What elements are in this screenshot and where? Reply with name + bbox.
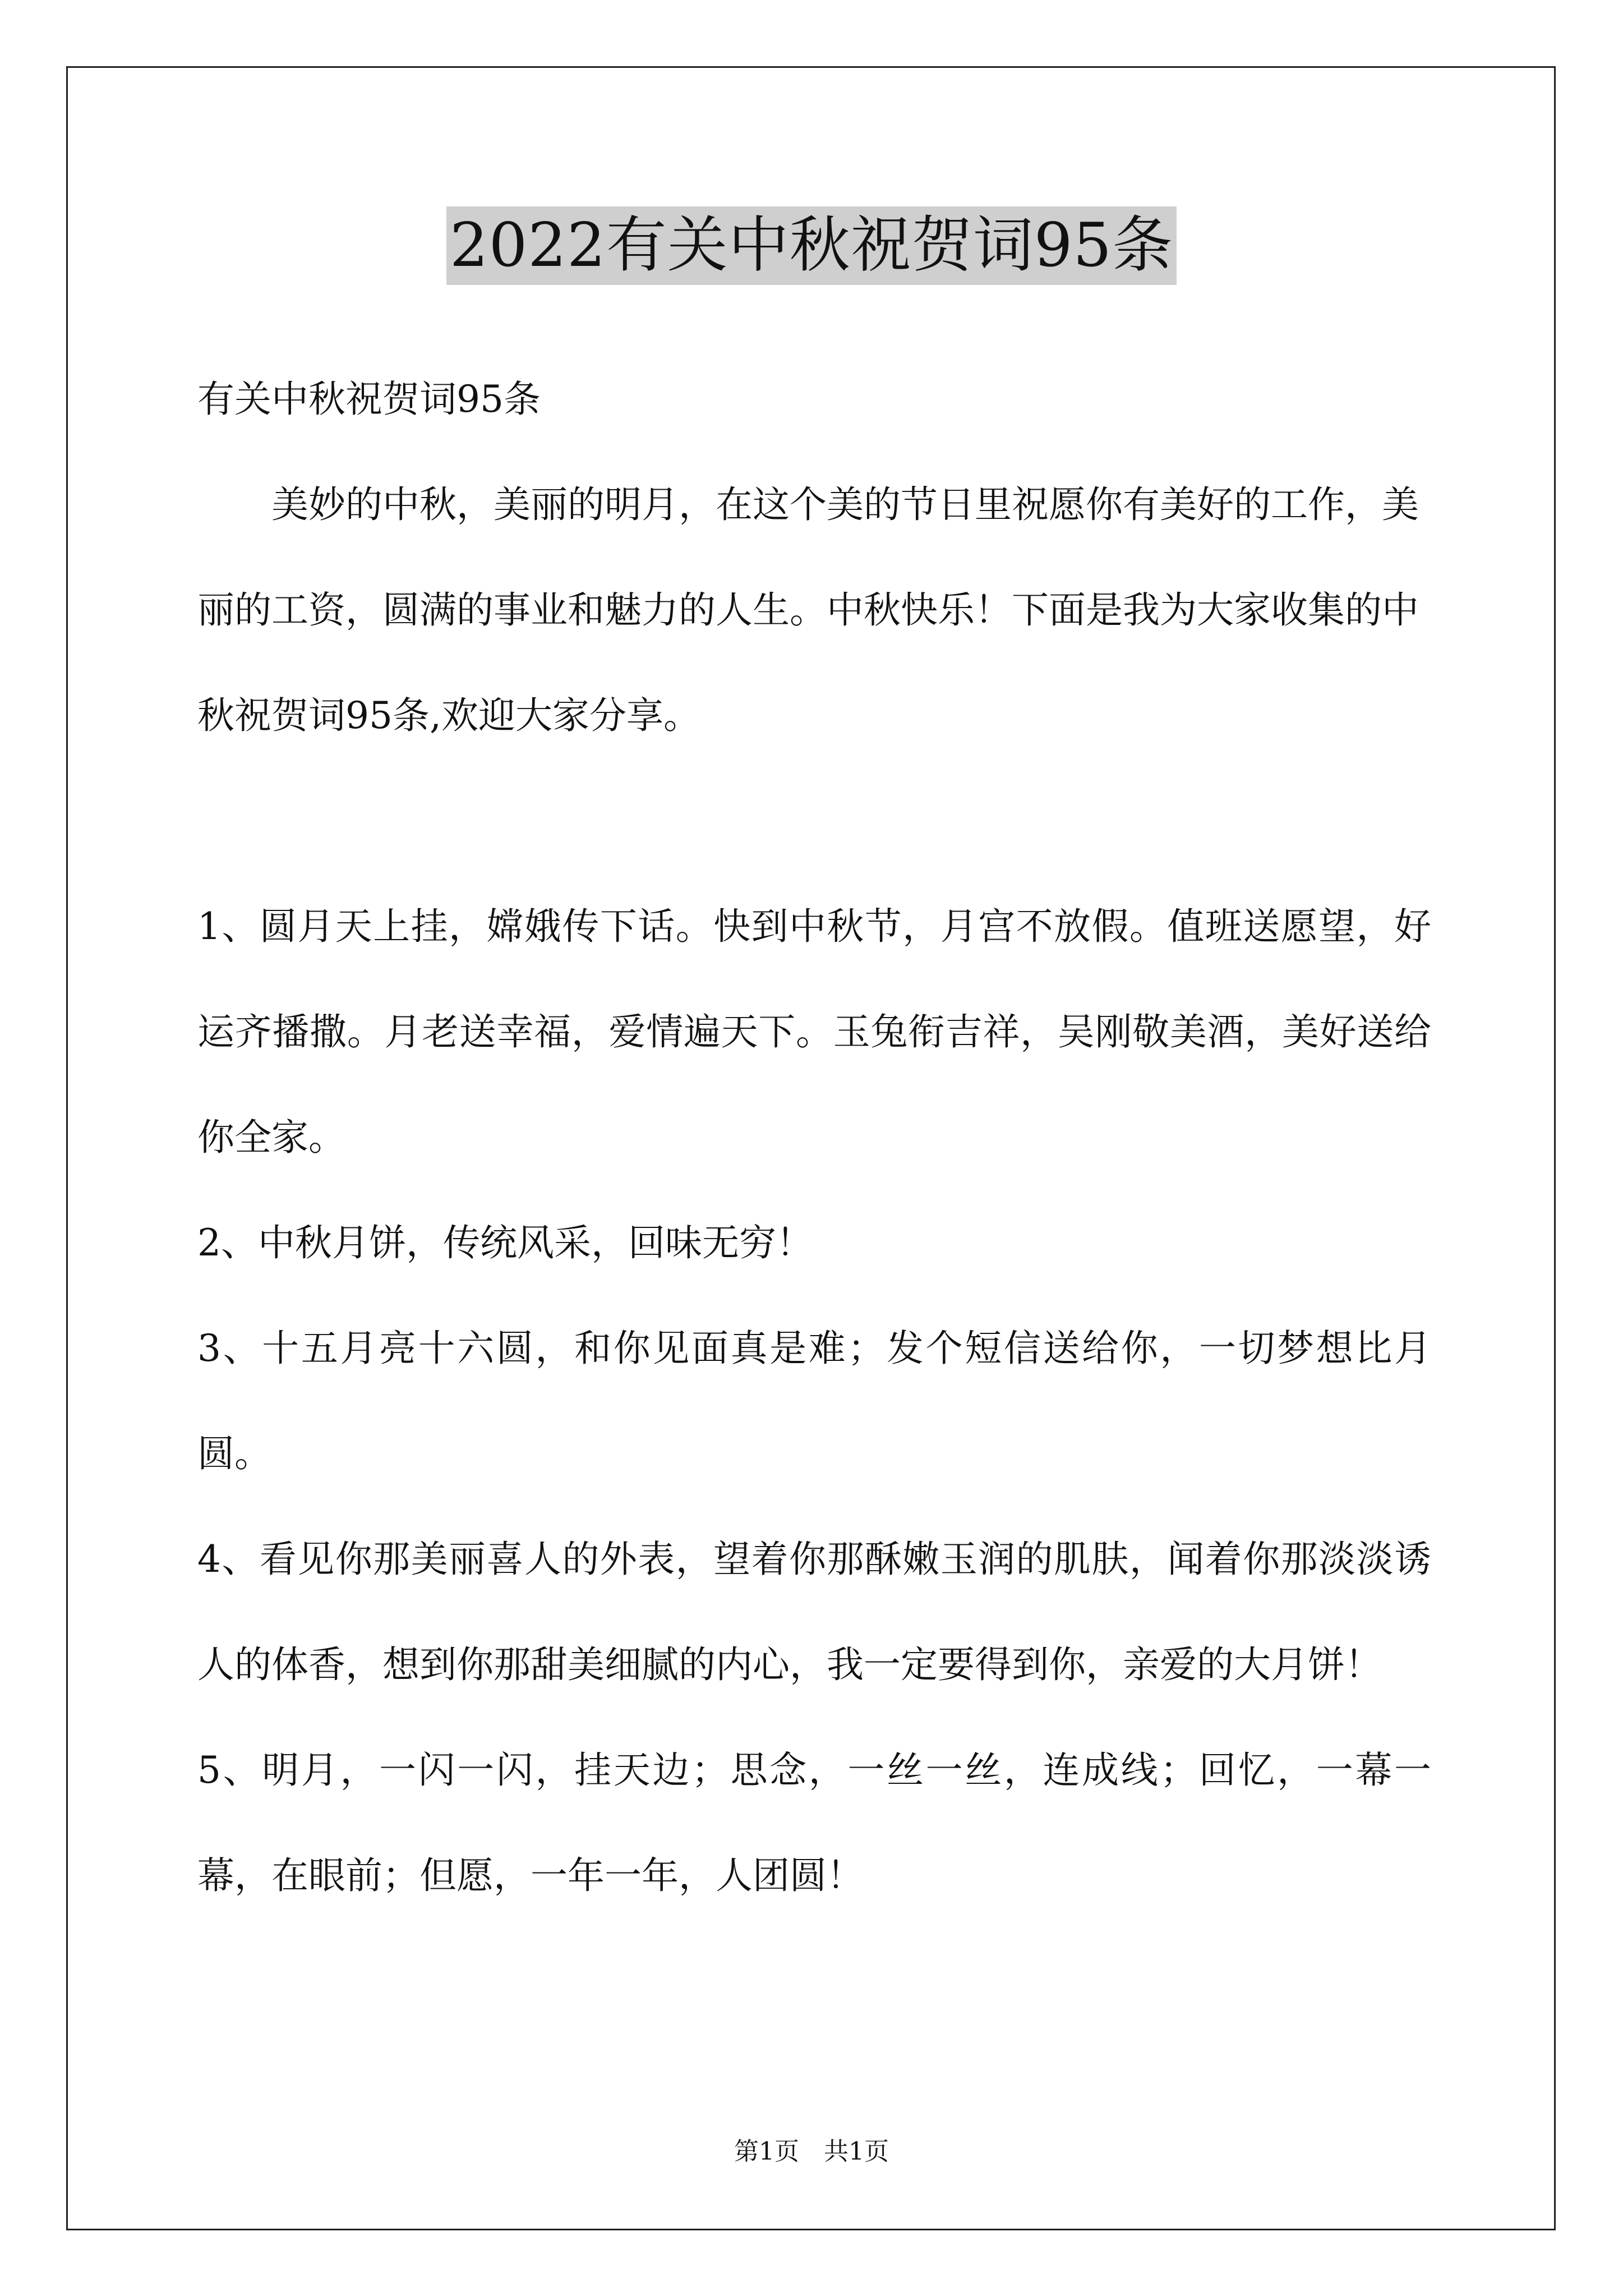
list-item: 1、圆月天上挂，嫦娥传下话。快到中秋节，月宫不放假。值班送愿望，好运齐播撒。月老送幸福，爱情遍天下。玉兔衔吉祥，吴刚敬美酒，美好送给你全家。 xyxy=(197,905,1431,1159)
page-footer xyxy=(0,2135,1623,2169)
paragraph-spacer xyxy=(197,769,1431,874)
page-number-total: 共1页 xyxy=(824,2137,889,2166)
list-item: 5、明月，一闪一闪，挂天边；思念，一丝一丝，连成线；回忆，一幕一幕，在眼前；但愿，一年一年，人团圆！ xyxy=(197,1749,1431,1897)
list-item: 4、看见你那美丽喜人的外表，望着你那酥嫩玉润的肌肤，闻着你那淡淡诱人的体香，想到你那甜美细腻的内心，我一定要得到你，亲爱的大月饼！ xyxy=(197,1538,1431,1686)
document-body xyxy=(197,347,1431,1929)
list-item: 3、十五月亮十六圆，和你见面真是难；发个短信送给你，一切梦想比月圆。 xyxy=(197,1327,1431,1475)
intro-paragraph: 美妙的中秋，美丽的明月，在这个美的节日里祝愿你有美好的工作，美丽的工资，圆满的事业和魅力的人生。中秋快乐！下面是我为大家收集的中秋祝贺词95条,欢迎大家分享。 xyxy=(197,483,1419,737)
document-subtitle: 有关中秋祝贺词95条 xyxy=(197,378,541,421)
title-wrap xyxy=(0,206,1623,285)
document-title: 2022有关中秋祝贺词95条 xyxy=(446,206,1177,285)
list-item: 2、中秋月饼，传统风采，回味无穷！ xyxy=(197,1221,813,1264)
page-number-current: 第1页 xyxy=(734,2137,799,2166)
